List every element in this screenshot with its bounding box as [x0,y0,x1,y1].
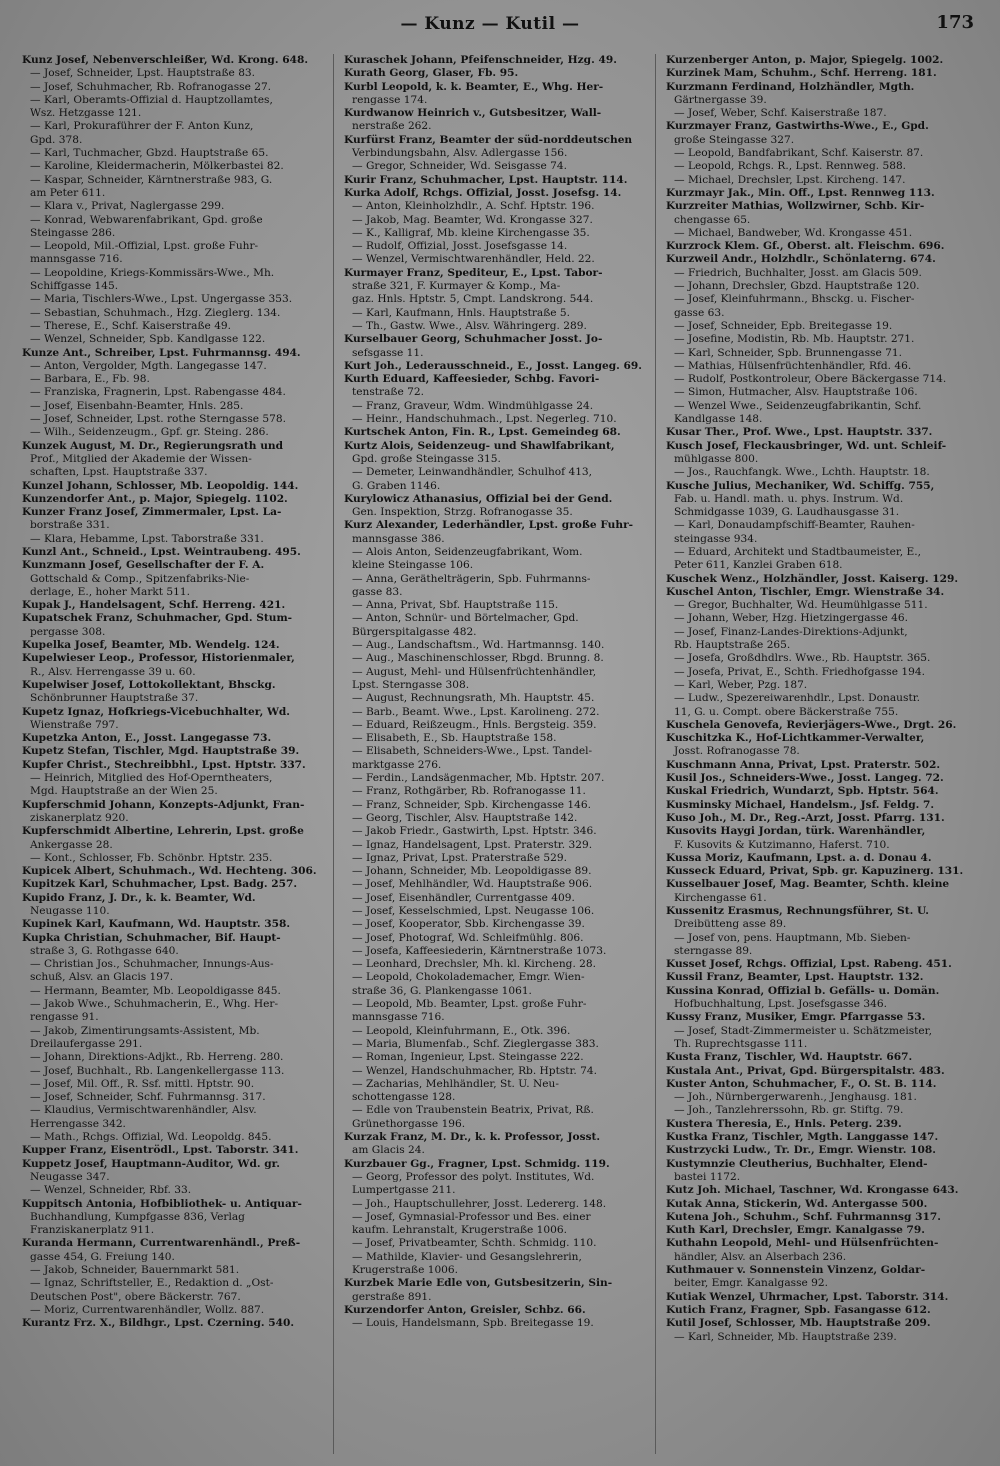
directory-entry: Kustrzycki Ludw., Tr. Dr., Emgr. Wienstr. 108. [666,1144,936,1157]
running-head: — Kunz — Kutil — [400,14,580,34]
directory-subentry: — Alois Anton, Seidenzeugfabrikant, Wom. [352,545,583,558]
directory-subentry: — Rudolf, Postkontroleur, Obere Bäckergasse 714. [674,373,947,386]
directory-entry: Kurzinek Mam, Schuhm., Schf. Herreng. 181. [666,67,937,80]
directory-subentry: — Josefa, Großdhdlrs. Wwe., Rb. Hauptstr. 365. [674,652,931,665]
directory-subentry: — Franz, Rothgärber, Rb. Rofranogasse 11. [352,785,586,798]
directory-subentry: sterngasse 89. [674,944,753,957]
directory-entry: Kutiak Wenzel, Uhrmacher, Lpst. Taborstr. 314. [666,1290,949,1303]
directory-entry: Kupido Franz, J. Dr., k. k. Beamter, Wd. [22,891,256,904]
page-header [0,10,1000,50]
directory-entry: Kustymnzie Cleutherius, Buchhalter, Elend- [666,1157,928,1170]
directory-entry: Kusche Julius, Mechaniker, Wd. Schiffg. 755, [666,479,935,492]
directory-entry: Kusil Jos., Schneiders-Wwe., Josst. Langeg. 72. [666,772,944,785]
directory-subentry: — Jos., Rauchfangk. Wwe., Lchth. Hauptstr. 18. [674,466,930,479]
directory-subentry: — Josef, Gymnasial-Professor und Bes. einer [352,1210,591,1223]
directory-subentry: mannsgasse 386. [352,532,445,545]
directory-subentry: mühlgasse 800. [674,452,759,465]
directory-entry: Kurka Adolf, Rchgs. Offizial, Josst. Josefsg. 14. [344,186,622,199]
directory-subentry: straße 321, F. Kurmayer & Komp., Ma- [352,280,561,293]
directory-entry: Kussenitz Erasmus, Rechnungsführer, St. U. [666,905,929,917]
directory-subentry: — Anna, Privat, Sbf. Hauptstraße 115. [352,599,559,612]
directory-subentry: — Josef, Mehlhändler, Wd. Hauptstraße 906. [352,878,593,891]
directory-subentry: — Eduard, Reißzeugm., Hnls. Bergsteig. 359. [352,718,597,731]
directory-subentry: — Josefine, Modistin, Rb. Mb. Hauptstr. 271. [674,333,915,346]
directory-entry: Kupelwieser Leop., Professor, Historienmaler, [22,652,295,665]
directory-subentry: straße 3, G. Rothgasse 640. [30,944,179,957]
directory-subentry: gaz. Hnls. Hptstr. 5, Cmpt. Landskrong. 544. [352,293,594,306]
directory-subentry: Josst. Rofranogasse 78. [674,745,800,758]
directory-entry: Kuranda Hermann, Currentwarenhändl., Preß- [22,1237,301,1250]
directory-subentry: Th. Ruprechtsgasse 111. [674,1037,808,1050]
directory-subentry: — August, Mehl- und Hülsenfrüchtenhändler, [352,665,597,678]
directory-subentry: — Michael, Drechsler, Lpst. Kircheng. 147. [674,173,906,186]
directory-subentry: — Heinr., Handschuhmach., Lpst. Negerleg. 710. [352,413,617,426]
directory-subentry: — Leopold, Kleinfuhrmann, E., Otk. 396. [352,1024,571,1037]
directory-entry: Kurzbauer Gg., Fragner, Lpst. Schmidg. 119. [344,1157,610,1170]
directory-subentry: — Josef, Weber, Schf. Kaiserstraße 187. [674,107,887,120]
directory-subentry: — Jakob, Mag. Beamter, Wd. Krongasse 327. [352,213,593,226]
directory-subentry: — Josef, Photograf, Wd. Schleifmühlg. 806. [352,931,584,944]
directory-subentry: Schiffgasse 145. [30,280,119,293]
directory-entry: Kurfürst Franz, Beamter der süd-norddeutschen [344,133,633,146]
directory-entry: Kuschek Wenz., Holzhändler, Josst. Kaiserg. 129. [666,572,959,585]
directory-subentry: — Demeter, Leinwandhändler, Schulhof 413, [352,466,593,479]
directory-entry: Kusselbauer Josef, Mag. Beamter, Schth. kleine [666,878,950,891]
directory-entry: Kussina Konrad, Offizial b. Gefälls- u. Domän. [666,984,940,997]
directory-entry: Kunzer Franz Josef, Zimmermaler, Lpst. La- [22,506,282,519]
directory-subentry: gasse 454, G. Freiung 140. [30,1250,175,1263]
directory-entry: Kurtschek Anton, Fin. R., Lpst. Gemeindeg 68. [344,426,621,439]
directory-subentry: gasse 63. [674,306,725,319]
directory-subentry: — Roman, Ingenieur, Lpst. Steingasse 222. [352,1051,584,1064]
directory-entry: Kustera Theresia, E., Hnls. Peterg. 239. [666,1117,902,1130]
directory-subentry: — Wilh., Seidenzeugm., Gpf. gr. Steing. 286. [30,426,269,439]
directory-subentry: — Karl, Tuchmacher, Gbzd. Hauptstraße 65. [30,147,269,160]
directory-columns [22,54,977,1454]
directory-subentry: Steingasse 286. [30,226,116,239]
directory-entry: Kupfer Christ., Stechreibbhl., Lpst. Hptstr. 337. [22,758,306,771]
directory-entry: Kusar Ther., Prof. Wwe., Lpst. Hauptstr. 337. [666,426,933,439]
directory-entry: Kussil Franz, Beamter, Lpst. Hauptstr. 132. [666,971,924,984]
directory-subentry: Grünethorgasse 196. [352,1117,466,1130]
directory-subentry: kleine Steingasse 106. [352,559,474,572]
directory-entry: Kurzenberger Anton, p. Major, Spiegelg. 1002. [666,54,944,66]
directory-subentry: Prof., Mitglied der Akademie der Wissen- [30,452,252,465]
directory-entry: Kupicek Albert, Schuhmach., Wd. Hechteng. 306. [22,865,317,878]
directory-entry: Kuskal Friedrich, Wundarzt, Spb. Hptstr. 564. [666,785,939,798]
directory-subentry: — Mathilde, Klavier- und Gesangslehrerin, [352,1250,582,1263]
directory-subentry: Lpst. Sterngasse 308. [352,678,470,691]
directory-entry: Kunzl Ant., Schneid., Lpst. Weintraubeng. 495. [22,545,301,558]
directory-subentry: F. Kusovits & Kutzimanno, Haferst. 710. [674,838,890,851]
directory-subentry: — Barb., Beamt. Wwe., Lpst. Karolineng. 272. [352,705,600,718]
directory-subentry: Gpd. große Steingasse 315. [352,452,501,465]
directory-subentry: — Karl, Oberamts-Offizial d. Hauptzollamtes, [30,93,273,106]
directory-subentry: Gottschald & Comp., Spitzenfabriks-Nie- [30,572,250,585]
directory-subentry: — Karl, Schneider, Spb. Brunnengasse 71. [674,346,902,359]
directory-entry: Kurylowicz Athanasius, Offizial bei der Gend. [344,492,613,505]
directory-subentry: — Georg, Professor des polyt. Institutes, Wd. [352,1170,595,1183]
directory-subentry: — Josef, Schneider, Epb. Breitegasse 19. [674,319,893,332]
directory-subentry: — Ludw., Spezereiwarenhdlr., Lpst. Donaustr. [674,692,920,705]
directory-entry: Kutich Franz, Fragner, Spb. Fasangasse 612. [666,1303,931,1316]
directory-subentry: — Josef, Eisenbahn-Beamter, Hnls. 285. [30,399,244,412]
directory-entry: Kurmayer Franz, Spediteur, E., Lpst. Tabor- [344,266,603,279]
directory-entry: Kusch Josef, Fleckausbringer, Wd. unt. Schleif- [666,439,947,452]
directory-subentry: — Karl, Prokuraführer der F. Anton Kunz, [30,120,254,133]
directory-subentry: Mgd. Hauptstraße an der Wien 25. [30,785,218,798]
directory-subentry: — Josef, Kleinfuhrmann., Bhsckg. u. Fischer- [674,293,915,306]
directory-entry: Kurzweil Andr., Holzhdlr., Schönlaterng. 674. [666,253,936,266]
directory-entry: Kunzmann Josef, Gesellschafter der F. A. [22,559,265,572]
directory-subentry: — K., Kalligraf, Mb. kleine Kirchengasse 35. [352,226,590,239]
directory-entry: Kunz Josef, Nebenverschleißer, Wd. Krong. 648. [22,54,309,66]
directory-subentry: Schmidgasse 1039, G. Laudhausgasse 31. [674,506,900,519]
directory-subentry: — Sebastian, Schuhmach., Hzg. Zieglerg. 134. [30,306,281,319]
directory-entry: Kupka Christian, Schuhmacher, Bif. Haupt- [22,931,281,944]
directory-entry: Kurzendorfer Anton, Greisler, Schbz. 66. [344,1303,586,1316]
directory-subentry: — Wenzel, Handschuhmacher, Rb. Hptstr. 74. [352,1064,598,1077]
directory-subentry: Krugerstraße 1006. [352,1264,459,1277]
directory-entry: Kuschela Genovefa, Revierjägers-Wwe., Drgt. 26. [666,718,957,731]
directory-subentry: große Steingasse 327. [674,133,795,146]
directory-subentry: am Glacis 24. [352,1144,425,1157]
directory-subentry: G. Graben 1146. [352,479,441,492]
directory-entry: Kurselbauer Georg, Schuhmacher Josst. Jo- [344,333,603,346]
directory-subentry: — Moriz, Currentwarenhändler, Wollz. 887. [30,1303,265,1316]
directory-subentry: — Maria, Tischlers-Wwe., Lpst. Ungergasse 353. [30,293,293,306]
directory-subentry: — Josef, Schneider, Schf. Fuhrmannsg. 317. [30,1091,266,1104]
directory-subentry: — Barbara, E., Fb. 98. [30,373,150,386]
directory-subentry: Herrengasse 342. [30,1117,126,1130]
directory-entry: Kussa Moriz, Kaufmann, Lpst. a. d. Donau 4. [666,851,932,864]
directory-entry: Kuthmauer v. Sonnenstein Vinzenz, Goldar- [666,1264,926,1277]
directory-subentry: Schönbrunner Hauptstraße 37. [30,692,199,705]
column-2 [344,54,656,1454]
directory-subentry: bastei 1172. [674,1170,741,1183]
directory-subentry: — Karoline, Kleidermacherin, Mölkerbastei 82. [30,160,284,173]
directory-entry: Kuthahn Leopold, Mehl- und Hülsenfrüchten- [666,1237,939,1250]
directory-subentry: borstraße 331. [30,519,110,532]
directory-subentry: — Ignaz, Schriftsteller, E., Redaktion d. „Ost- [30,1277,274,1290]
directory-entry: Kunzendorfer Ant., p. Major, Spiegelg. 1102. [22,492,288,505]
directory-subentry: — Louis, Handelsmann, Spb. Breitegasse 19. [352,1317,594,1330]
directory-subentry: — Eduard, Architekt und Stadtbaumeister, E., [674,545,921,558]
directory-entry: Kurzbek Marie Edle von, Gutsbesitzerin, Sin- [344,1277,613,1290]
directory-subentry: beiter, Emgr. Kanalgasse 92. [674,1277,829,1290]
directory-subentry: chengasse 65. [674,213,751,226]
directory-subentry: — Leopold, Mil.-Offizial, Lpst. große Fuhr- [30,240,259,253]
directory-entry: Kupper Franz, Eisentrödl., Lpst. Taborstr. 341. [22,1144,299,1157]
directory-subentry: — Josef, Kooperator, Sbb. Kirchengasse 39. [352,918,585,931]
directory-subentry: — Kaspar, Schneider, Kärntnerstraße 983, G. [30,173,273,186]
directory-subentry: — Edle von Traubenstein Beatrix, Privat, Rß. [352,1104,594,1117]
directory-entry: Kupelwiser Josef, Lottokollektant, Bhsckg. [22,678,276,691]
directory-entry: Kuster Anton, Schuhmacher, F., O. St. B. 114. [666,1077,937,1090]
directory-subentry: Deutschen Post", obere Bäckerstr. 767. [30,1290,241,1303]
directory-entry: Kusseck Eduard, Privat, Spb. gr. Kapuzinerg. 131. [666,865,964,878]
directory-entry: Kupferschmidt Albertine, Lehrerin, Lpst. große [22,825,304,838]
directory-entry: Kupak J., Handelsagent, Schf. Herreng. 421. [22,599,286,612]
directory-subentry: — Gregor, Buchhalter, Wd. Heumühlgasse 511. [674,599,928,612]
directory-entry: Kurzak Franz, M. Dr., k. k. Professor, Josst. [344,1131,601,1144]
directory-subentry: — Franz, Schneider, Spb. Kirchengasse 146. [352,798,591,811]
directory-subentry: Fab. u. Handl. math. u. phys. Instrum. Wd. [674,492,904,505]
directory-subentry: — Therese, E., Schf. Kaiserstraße 49. [30,319,232,332]
directory-subentry: Buchhandlung, Kumpfgasse 836, Verlag [30,1210,245,1223]
directory-entry: Kuth Karl, Drechsler, Emgr. Kanalgasse 79. [666,1224,925,1237]
directory-subentry: 11, G. u. Compt. obere Bäckerstraße 755. [674,705,899,718]
directory-entry: Kupitzek Karl, Schuhmacher, Lpst. Badg. 257. [22,878,298,891]
directory-subentry: — Klara, Hebamme, Lpst. Taborstraße 331. [30,532,264,545]
directory-entry: Kurzrock Klem. Gf., Oberst. alt. Fleischm. 696. [666,240,945,253]
directory-subentry: R., Alsv. Herrengasse 39 u. 60. [30,665,196,678]
directory-subentry: — Klaudius, Vermischtwarenhändler, Alsv. [30,1104,257,1117]
directory-subentry: — Joh., Hauptschullehrer, Josst. Ledererg. 148. [352,1197,607,1210]
directory-subentry: — Kont., Schlosser, Fb. Schönbr. Hptstr. 235. [30,851,273,864]
directory-subentry: — Franziska, Fragnerin, Lpst. Rabengasse 484. [30,386,286,399]
directory-subentry: am Peter 611. [30,186,106,199]
directory-subentry: — Josefa, Privat, E., Schth. Friedhofgasse 194. [674,665,925,678]
directory-entry: Kutak Anna, Stickerin, Wd. Antergasse 500. [666,1197,928,1210]
directory-entry: Kutil Josef, Schlosser, Mb. Hauptstraße 209. [666,1317,931,1330]
directory-subentry: — Josef, Privatbeamter, Schth. Schmidg. 110. [352,1237,597,1250]
directory-subentry: — Wenzel, Vermischtwarenhändler, Held. 22. [352,253,595,266]
directory-subentry: — Anna, Geräthelträgerin, Spb. Fuhrmanns- [352,572,591,585]
directory-subentry: — Josef von, pens. Hauptmann, Mb. Sieben- [674,931,911,944]
directory-subentry: Wienstraße 797. [30,718,119,731]
directory-subentry: — Karl, Schneider, Mb. Hauptstraße 239. [674,1330,897,1343]
directory-entry: Kurt Joh., Lederausschneid., E., Josst. Langeg. 69. [344,359,642,372]
directory-subentry: Dreilaufergasse 291. [30,1037,143,1050]
directory-subentry: — Josef, Finanz-Landes-Direktions-Adjunkt, [674,625,908,638]
directory-subentry: — Konrad, Webwarenfabrikant, Gpd. große [30,213,263,226]
directory-subentry: — Karl, Kaufmann, Hnls. Hauptstraße 5. [352,306,571,319]
directory-subentry: — Jakob Wwe., Schuhmacherin, E., Whg. Her- [30,998,279,1011]
directory-entry: Kutz Joh. Michael, Taschner, Wd. Krongasse 643. [666,1184,959,1197]
directory-subentry: — Anton, Vergolder, Mgth. Langegasse 147. [30,359,267,372]
directory-entry: Kurbl Leopold, k. k. Beamter, E., Whg. Her- [344,80,604,93]
directory-subentry: tenstraße 72. [352,386,424,399]
directory-subentry: Gpd. 378. [30,133,83,146]
directory-subentry: — Leopold, Bandfabrikant, Schf. Kaiserstr. 87. [674,147,924,160]
directory-entry: Kupferschmid Johann, Konzepts-Adjunkt, Fran- [22,798,305,811]
directory-entry: Kurz Alexander, Lederhändler, Lpst. große Fuhr- [344,519,634,532]
directory-subentry: — Leopold, Rchgs. R., Lpst. Rennweg. 588. [674,160,907,173]
directory-subentry: Rb. Hauptstraße 265. [674,639,791,652]
directory-subentry: Franziskanerplatz 911. [30,1224,155,1237]
directory-entry: Kuschmann Anna, Privat, Lpst. Praterstr. 502. [666,758,941,771]
directory-subentry: schottengasse 128. [352,1091,456,1104]
directory-subentry: — Mathias, Hülsenfrüchtenhändler, Rfd. 46. [674,359,912,372]
directory-subentry: — Josef, Eisenhändler, Currentgasse 409. [352,891,575,904]
directory-entry: Kurath Georg, Glaser, Fb. 95. [344,67,519,80]
directory-subentry: schaften, Lpst. Hauptstraße 337. [30,466,208,479]
directory-entry: Kuppitsch Antonia, Hofbibliothek- u. Antiquar- [22,1197,302,1210]
directory-entry: Kutena Joh., Schuhm., Schf. Fuhrmannsg 317. [666,1210,941,1223]
directory-subentry: — Georg, Tischler, Alsv. Hauptstraße 142. [352,811,578,824]
directory-subentry: — Wenzel Wwe., Seidenzeugfabrikantin, Schf. [674,399,922,412]
directory-subentry: — Jakob, Schneider, Bauernmarkt 581. [30,1264,240,1277]
directory-subentry: mannsgasse 716. [30,253,123,266]
page-number: 173 [936,12,974,33]
directory-entry: Kurzmayr Jak., Min. Off., Lpst. Rennweg 113. [666,186,935,199]
directory-subentry: Wsz. Hetzgasse 121. [30,107,142,120]
directory-subentry: — Josef, Stadt-Zimmermeister u. Schätzmeister, [674,1024,932,1037]
directory-entry: Kusovits Haygi Jordan, türk. Warenhändler, [666,825,926,838]
directory-subentry: gerstraße 891. [352,1290,432,1303]
directory-subentry: — Franz, Graveur, Wdm. Windmühlgasse 24. [352,399,594,412]
directory-subentry: — Karl, Donaudampfschiff-Beamter, Rauhen- [674,519,915,532]
directory-entry: Kuschitzka K., Hof-Lichtkammer-Verwalter, [666,732,925,745]
directory-subentry: — Josef, Schneider, Lpst. Hauptstraße 83. [30,67,256,80]
directory-subentry: mannsgasse 716. [352,1011,445,1024]
directory-entry: Kuso Joh., M. Dr., Reg.-Arzt, Josst. Pfarrg. 131. [666,811,945,824]
directory-entry: Kunzek August, M. Dr., Regierungsrath und [22,439,284,452]
directory-subentry: — Aug., Maschinenschlosser, Rbgd. Brunng. 8. [352,652,604,665]
directory-entry: Kurdwanow Heinrich v., Gutsbesitzer, Wall- [344,107,602,120]
directory-subentry: Gen. Inspektion, Strzg. Rofranogasse 35. [352,506,573,519]
directory-subentry: — Anton, Kleinholzhdlr., A. Schf. Hptstr. 196. [352,200,595,213]
directory-subentry: pergasse 308. [30,625,106,638]
directory-subentry: — Elisabeth, E., Sb. Hauptstraße 158. [352,732,557,745]
directory-subentry: Peter 611, Kanzlei Graben 618. [674,559,843,572]
directory-subentry: — Leopold, Chokolademacher, Emgr. Wien- [352,971,585,984]
directory-entry: Kusminsky Michael, Handelsm., Jsf. Feldg. 7. [666,798,935,811]
directory-subentry: — Simon, Hutmacher, Alsv. Hauptstraße 106. [674,386,918,399]
directory-subentry: — Karl, Weber, Pzg. 187. [674,678,808,691]
directory-entry: Kurzreiter Mathias, Wollzwirner, Schb. Kir- [666,200,925,213]
directory-subentry: — Johann, Weber, Hzg. Hietzingergasse 46. [674,612,908,625]
directory-entry: Kustka Franz, Tischler, Mgth. Langgasse 147. [666,1131,939,1144]
directory-entry: Kussy Franz, Musiker, Emgr. Pfarrgasse 53. [666,1011,926,1024]
directory-subentry: Neugasse 110. [30,905,110,917]
directory-subentry: derlage, E., hoher Markt 511. [30,585,191,598]
directory-subentry: — Gregor, Schneider, Wd. Seisgasse 74. [352,160,567,173]
directory-subentry: Bürgerspitalgasse 482. [352,625,477,638]
directory-subentry: — Johann, Direktions-Adjkt., Rb. Herreng. 280. [30,1051,284,1064]
directory-subentry: — Heinrich, Mitglied des Hof-Operntheaters, [30,772,273,785]
directory-subentry: — Zacharias, Mehlhändler, St. U. Neu- [352,1077,559,1090]
directory-subentry: Hofbuchhaltung, Lpst. Josefsgasse 346. [674,998,887,1011]
directory-subentry: — Johann, Schneider, Mb. Leopoldigasse 89. [352,865,592,878]
directory-entry: Kurzmayer Franz, Gastwirths-Wwe., E., Gpd. [666,120,929,133]
directory-subentry: schuß, Alsv. an Glacis 197. [30,971,174,984]
directory-subentry: — August, Rechnungsrath, Mh. Hauptstr. 45. [352,692,595,705]
directory-subentry: — Hermann, Beamter, Mb. Leopoldigasse 845. [30,984,281,997]
directory-entry: Kunzel Johann, Schlosser, Mb. Leopoldig. 144. [22,479,299,492]
directory-subentry: — Leopold, Mb. Beamter, Lpst. große Fuhr- [352,998,587,1011]
directory-subentry: kaufm. Lehranstalt, Krugerstraße 1006. [352,1224,568,1237]
directory-subentry: — Aug., Landschaftsm., Wd. Hartmannsg. 140. [352,639,605,652]
directory-subentry: Gärtnergasse 39. [674,93,767,106]
directory-subentry: marktgasse 276. [352,758,442,771]
directory-subentry: — Josefa, Kaffeesiederin, Kärntnerstraße 1073. [352,944,607,957]
directory-entry: Kurtz Alois, Seidenzeug- und Shawlfabrikant, [344,439,615,452]
directory-entry: Kustala Ant., Privat, Gpd. Bürgerspitalstr. 483. [666,1064,945,1077]
directory-subentry: — Anton, Schnür- und Börtelmacher, Gpd. [352,612,579,625]
directory-entry: Kurir Franz, Schuhmacher, Lpst. Hauptstr. 114. [344,173,628,186]
directory-subentry: straße 36, G. Plankengasse 1061. [352,984,532,997]
directory-subentry: Kandlgasse 148. [674,413,763,426]
directory-entry: Kusta Franz, Tischler, Wd. Hauptstr. 667. [666,1051,913,1064]
directory-entry: Kupelka Josef, Beamter, Mb. Wendelg. 124. [22,639,280,652]
directory-subentry: — Josef, Schneider, Lpst. rothe Sterngasse 578. [30,413,287,426]
directory-subentry: Lumpertgasse 211. [352,1184,456,1197]
directory-subentry: — Ignaz, Handelsagent, Lpst. Praterstr. 329. [352,838,593,851]
directory-entry: Kurth Eduard, Kaffeesieder, Schbg. Favori- [344,373,600,386]
directory-entry: Kupetz Stefan, Tischler, Mgd. Hauptstraße 39. [22,745,300,758]
directory-subentry: — Leopoldine, Kriegs-Kommissärs-Wwe., Mh. [30,266,275,279]
column-1 [22,54,334,1454]
directory-subentry: — Wenzel, Schneider, Rbf. 33. [30,1184,192,1197]
directory-subentry: — Math., Rchgs. Offizial, Wd. Leopoldg. 845. [30,1131,272,1144]
directory-entry: Kupetzka Anton, E., Josst. Langegasse 73. [22,732,272,745]
directory-subentry: sefsgasse 11. [352,346,424,359]
directory-entry: Kunze Ant., Schreiber, Lpst. Fuhrmannsg. 494. [22,346,301,359]
directory-subentry: rengasse 174. [352,93,428,106]
directory-subentry: — Josef, Mil. Off., R. Ssf. mittl. Hptstr. 90. [30,1077,255,1090]
directory-subentry: — Josef, Kesselschmied, Lpst. Neugasse 106. [352,905,595,917]
directory-subentry: Dreibütteng asse 89. [674,918,787,931]
directory-entry: Kupetz Ignaz, Hofkriegs-Vicebuchhalter, Wd. [22,705,290,718]
column-3 [666,54,977,1454]
directory-entry: Kusset Josef, Rchgs. Offizial, Lpst. Rabeng. 451. [666,958,952,971]
directory-subentry: — Johann, Drechsler, Gbzd. Hauptstraße 120. [674,280,920,293]
directory-subentry: — Rudolf, Offizial, Josst. Josefsgasse 14. [352,240,568,253]
directory-subentry: Ankergasse 28. [30,838,113,851]
directory-subentry: — Josef, Schuhmacher, Rb. Rofranogasse 27. [30,80,272,93]
directory-subentry: Neugasse 347. [30,1170,110,1183]
directory-subentry: — Ignaz, Privat, Lpst. Praterstraße 529. [352,851,567,864]
directory-subentry: ziskanerplatz 920. [30,811,129,824]
directory-subentry: — Maria, Blumenfab., Schf. Zieglergasse 383. [352,1037,599,1050]
directory-subentry: — Friedrich, Buchhalter, Josst. am Glacis 509. [674,266,922,279]
directory-entry: Kupatschek Franz, Schuhmacher, Gpd. Stum- [22,612,293,625]
directory-subentry: gasse 83. [352,585,403,598]
directory-subentry: nerstraße 262. [352,120,432,133]
directory-subentry: — Michael, Bandweber, Wd. Krongasse 451. [674,226,913,239]
directory-subentry: steingasse 934. [674,532,758,545]
directory-subentry: — Ferdin., Landsägenmacher, Mb. Hptstr. 207. [352,772,605,785]
directory-subentry: rengasse 91. [30,1011,99,1024]
directory-subentry: Kirchengasse 61. [674,891,767,904]
directory-subentry: händler, Alsv. an Alserbach 236. [674,1250,847,1263]
directory-entry: Kuschel Anton, Tischler, Emgr. Wienstraße 34. [666,585,945,598]
directory-subentry: — Leonhard, Drechsler, Mh. kl. Kircheng. 28. [352,958,597,971]
directory-subentry: — Wenzel, Schneider, Spb. Kandlgasse 122. [30,333,266,346]
directory-entry: Kuraschek Johann, Pfeifenschneider, Hzg. 49. [344,54,617,66]
directory-subentry: — Th., Gastw. Wwe., Alsv. Währingerg. 289. [352,319,587,332]
directory-subentry: — Elisabeth, Schneiders-Wwe., Lpst. Tandel- [352,745,593,758]
directory-subentry: — Joh., Tanzlehrerssohn, Rb. gr. Stiftg. 79. [674,1104,904,1117]
directory-subentry: Verbindungsbahn, Alsv. Adlergasse 156. [352,147,568,160]
directory-subentry: — Klara v., Privat, Naglergasse 299. [30,200,225,213]
directory-entry: Kurzmann Ferdinand, Holzhändler, Mgth. [666,80,915,93]
directory-entry: Kupinek Karl, Kaufmann, Wd. Hauptstr. 358. [22,918,291,931]
directory-entry: Kurantz Frz. X., Bildhgr., Lpst. Czerning. 540. [22,1317,295,1330]
directory-subentry: — Christian Jos., Schuhmacher, Innungs-Aus- [30,958,274,971]
directory-subentry: — Joh., Nürnbergerwarenh., Jenghausg. 181. [674,1091,917,1104]
directory-subentry: — Jakob Friedr., Gastwirth, Lpst. Hptstr. 346. [352,825,597,838]
directory-subentry: — Josef, Buchhalt., Rb. Langenkellergasse 113. [30,1064,285,1077]
directory-subentry: — Jakob, Zimentirungsamts-Assistent, Mb. [30,1024,260,1037]
directory-entry: Kuppetz Josef, Hauptmann-Auditor, Wd. gr. [22,1157,280,1170]
